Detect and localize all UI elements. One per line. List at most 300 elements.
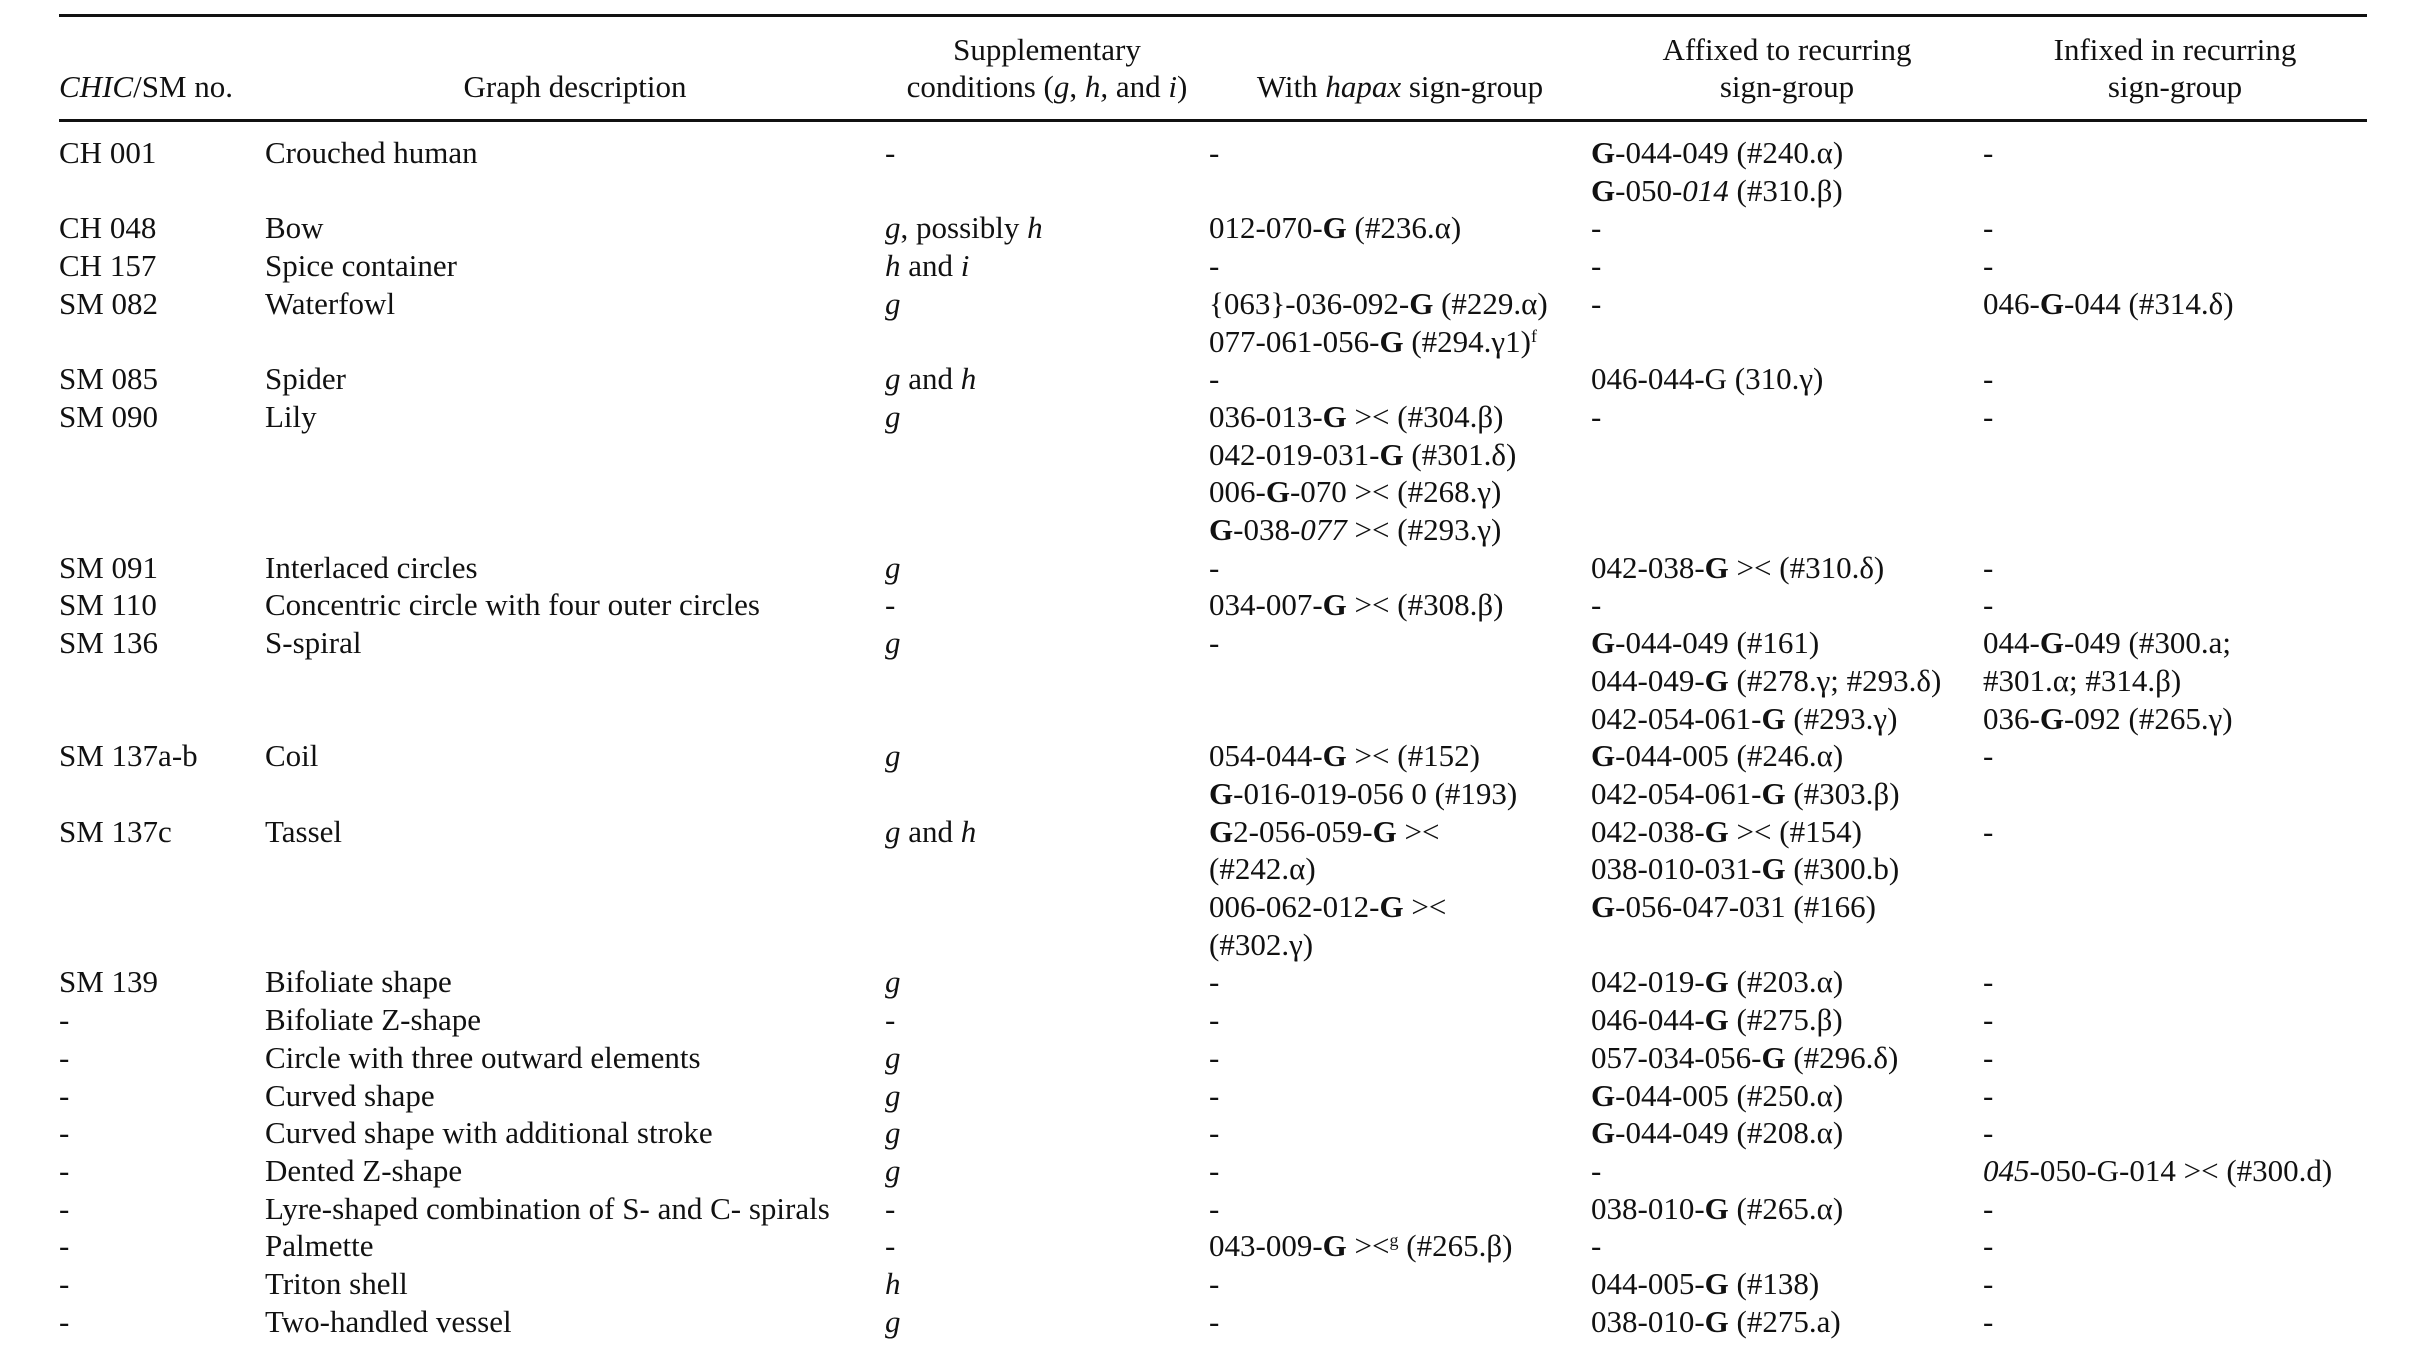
text-run: 044-049- bbox=[1591, 662, 1705, 698]
col-hapax-cell bbox=[1209, 963, 1591, 1001]
cell-line bbox=[265, 586, 885, 624]
col-conditions-cell bbox=[885, 813, 1209, 964]
cell-line bbox=[1209, 888, 1591, 926]
col-conditions-cell bbox=[885, 1001, 1209, 1039]
text-run: - bbox=[1209, 1115, 1220, 1151]
cell-line bbox=[59, 737, 265, 775]
text-run: Palmette bbox=[265, 1228, 374, 1264]
text-run: /SM no. bbox=[133, 69, 233, 104]
cell-line bbox=[1983, 1227, 2367, 1265]
cell-line bbox=[1983, 1001, 2367, 1039]
cell-line bbox=[1209, 624, 1591, 662]
text-run: , bbox=[1069, 69, 1085, 104]
text-run: - bbox=[59, 1190, 70, 1226]
cell-line bbox=[265, 1227, 885, 1265]
text-run: Affixed to recurring bbox=[1662, 32, 1912, 67]
cell-line bbox=[1209, 737, 1591, 775]
text-run: 006- bbox=[1209, 474, 1266, 510]
col-conditions-cell bbox=[885, 1190, 1209, 1228]
cell-line bbox=[265, 1114, 885, 1152]
text-run: - bbox=[1209, 1002, 1220, 1038]
col-conditions-cell bbox=[885, 1152, 1209, 1190]
text-run: (#138) bbox=[1728, 1266, 1820, 1302]
cell-line bbox=[885, 586, 1209, 624]
text-run: Triton shell bbox=[265, 1266, 408, 1302]
col-affixed-cell bbox=[1591, 209, 1983, 247]
col-conditions-cell bbox=[885, 1077, 1209, 1115]
text-run: sign-group bbox=[1401, 69, 1544, 104]
header-row bbox=[59, 16, 2367, 121]
cell-line bbox=[265, 1039, 885, 1077]
text-run: Dented Z-shape bbox=[265, 1152, 463, 1188]
text-run: - bbox=[1209, 1303, 1220, 1339]
col-affixed-cell bbox=[1591, 737, 1983, 812]
cell-line bbox=[1983, 285, 2367, 323]
cell-line bbox=[1209, 1077, 1591, 1115]
text-run: h bbox=[885, 1266, 901, 1302]
cell-line bbox=[1591, 700, 1983, 738]
text-run: Bifoliate shape bbox=[265, 964, 452, 1000]
table-row bbox=[59, 963, 2367, 1001]
text-run: -050- bbox=[1615, 172, 1683, 208]
col-hapax-cell bbox=[1209, 549, 1591, 587]
text-run: Bow bbox=[265, 210, 324, 246]
col-description-cell bbox=[265, 247, 885, 285]
bold-sign-g: G bbox=[1379, 889, 1404, 925]
col-conditions-cell bbox=[885, 398, 1209, 549]
col-infixed-cell bbox=[1983, 209, 2367, 247]
text-run: - bbox=[59, 1002, 70, 1038]
text-run: 042-019- bbox=[1591, 964, 1705, 1000]
text-run: 046-044- bbox=[1591, 1002, 1705, 1038]
table-row bbox=[59, 121, 2367, 210]
text-run: 043-009- bbox=[1209, 1228, 1323, 1264]
footnote-mark: g bbox=[1389, 1230, 1399, 1251]
col-conditions-cell bbox=[885, 1227, 1209, 1265]
text-run: >< bbox=[1396, 813, 1440, 849]
text-run: (#293.γ) bbox=[1785, 700, 1898, 736]
text-run: and bbox=[900, 248, 961, 284]
header-description bbox=[265, 16, 885, 121]
text-run: (#278.γ; #293.δ) bbox=[1728, 662, 1942, 698]
cell-line bbox=[1591, 737, 1983, 775]
col-affixed-cell bbox=[1591, 247, 1983, 285]
col-affixed-cell bbox=[1591, 813, 1983, 964]
col-infixed-cell bbox=[1983, 247, 2367, 285]
text-run: 042-054-061- bbox=[1591, 775, 1762, 811]
text-run: Interlaced circles bbox=[265, 549, 478, 585]
text-run: 046-044-G (310.γ) bbox=[1591, 361, 1824, 397]
text-run: - bbox=[59, 1039, 70, 1075]
table-row bbox=[59, 586, 2367, 624]
col-hapax-cell bbox=[1209, 1114, 1591, 1152]
text-run: Circle with three outward elements bbox=[265, 1039, 701, 1075]
cell-line bbox=[59, 247, 265, 285]
col-hapax-cell bbox=[1209, 1190, 1591, 1228]
text-run: -044-049 (#240.α) bbox=[1615, 135, 1844, 170]
col-hapax-cell bbox=[1209, 209, 1591, 247]
header-affixed bbox=[1591, 16, 1983, 121]
text-run: #301.α; #314.β) bbox=[1983, 662, 2182, 698]
cell-line bbox=[265, 398, 885, 436]
cell-line bbox=[885, 31, 1209, 68]
cell-line bbox=[265, 209, 885, 247]
cell-line bbox=[59, 624, 265, 662]
col-hapax-cell bbox=[1209, 1227, 1591, 1265]
cell-line bbox=[1983, 1152, 2367, 1190]
cell-line bbox=[1983, 586, 2367, 624]
text-run: i bbox=[1168, 69, 1178, 104]
cell-line bbox=[1591, 68, 1983, 105]
bold-sign-g: G bbox=[1591, 135, 1616, 170]
cell-line bbox=[1591, 1190, 1983, 1228]
text-run: - bbox=[1983, 964, 1994, 1000]
col-affixed-cell bbox=[1591, 549, 1983, 587]
cell-line bbox=[885, 285, 1209, 323]
bold-sign-g: G bbox=[1209, 512, 1234, 548]
text-run: g bbox=[885, 1152, 901, 1188]
header-hapax bbox=[1209, 16, 1591, 121]
cell-line bbox=[59, 134, 265, 172]
col-id-cell bbox=[59, 209, 265, 247]
text-run: g bbox=[885, 361, 901, 397]
bold-sign-g: G bbox=[1704, 964, 1729, 1000]
text-run: - bbox=[1983, 1002, 1994, 1038]
text-run: - bbox=[1591, 1228, 1602, 1264]
cell-line bbox=[1983, 360, 2367, 398]
cell-line bbox=[1591, 586, 1983, 624]
text-run: - bbox=[885, 1228, 896, 1264]
text-run: g bbox=[885, 1039, 901, 1075]
text-run: - bbox=[59, 1077, 70, 1113]
cell-line bbox=[59, 1077, 265, 1115]
text-run: - bbox=[1983, 587, 1994, 623]
cell-line bbox=[1209, 209, 1591, 247]
text-run: (#303.β) bbox=[1785, 775, 1900, 811]
cell-line bbox=[1983, 1077, 2367, 1115]
text-run: h bbox=[960, 361, 977, 397]
text-run: SM 090 bbox=[59, 398, 159, 434]
col-hapax-cell bbox=[1209, 1077, 1591, 1115]
text-run: Waterfowl bbox=[265, 285, 396, 321]
col-hapax-cell bbox=[1209, 1303, 1591, 1341]
col-infixed-cell bbox=[1983, 549, 2367, 587]
cell-line bbox=[59, 1039, 265, 1077]
text-run: 038-010-031- bbox=[1591, 851, 1762, 887]
text-run: g bbox=[885, 964, 901, 1000]
table-row bbox=[59, 1114, 2367, 1152]
cell-line bbox=[1591, 1303, 1983, 1341]
cell-line bbox=[1983, 1303, 2367, 1341]
text-run: - bbox=[885, 1190, 896, 1226]
text-run: - bbox=[1591, 587, 1602, 623]
cell-line bbox=[885, 1001, 1209, 1039]
bold-sign-g: G bbox=[1704, 1303, 1729, 1339]
col-infixed-cell bbox=[1983, 586, 2367, 624]
text-run: 012-070- bbox=[1209, 210, 1323, 246]
text-run: sign-group bbox=[1719, 69, 1855, 104]
col-id-cell bbox=[59, 1227, 265, 1265]
text-run: (#275.a) bbox=[1728, 1303, 1841, 1339]
bold-sign-g: G bbox=[2039, 700, 2064, 736]
cell-line bbox=[265, 549, 885, 587]
col-description-cell bbox=[265, 963, 885, 1001]
text-run: Tassel bbox=[265, 813, 343, 849]
text-run: -044-005 (#250.α) bbox=[1615, 1077, 1844, 1113]
text-run: - bbox=[1983, 248, 1994, 284]
text-run: Curved shape with additional stroke bbox=[265, 1115, 713, 1151]
header-conditions bbox=[885, 16, 1209, 121]
cell-line bbox=[1209, 1265, 1591, 1303]
col-description-cell bbox=[265, 209, 885, 247]
cell-line bbox=[1591, 624, 1983, 662]
table-row bbox=[59, 1039, 2367, 1077]
col-hapax-cell bbox=[1209, 1001, 1591, 1039]
text-run: - bbox=[1209, 361, 1220, 397]
text-run: Curved shape bbox=[265, 1077, 435, 1113]
text-run: - bbox=[1983, 1228, 1994, 1264]
text-run: sign-group bbox=[2107, 69, 2243, 104]
text-run: - bbox=[1983, 1077, 1994, 1113]
cell-line bbox=[1209, 1152, 1591, 1190]
cell-line bbox=[885, 813, 1209, 851]
col-conditions-cell bbox=[885, 963, 1209, 1001]
col-infixed-cell bbox=[1983, 1001, 2367, 1039]
text-run: -044-005 (#246.α) bbox=[1615, 738, 1844, 774]
text-run: >< (#310.δ) bbox=[1728, 549, 1885, 585]
cell-line bbox=[59, 1265, 265, 1303]
cell-line bbox=[885, 1190, 1209, 1228]
cell-line bbox=[59, 549, 265, 587]
cell-line bbox=[885, 737, 1209, 775]
cell-line bbox=[1591, 963, 1983, 1001]
col-description-cell bbox=[265, 1227, 885, 1265]
text-run: -056-047-031 (#166) bbox=[1615, 889, 1876, 925]
table-row bbox=[59, 1077, 2367, 1115]
col-id-cell bbox=[59, 360, 265, 398]
text-run: g bbox=[885, 210, 901, 246]
text-run: SM 091 bbox=[59, 549, 159, 585]
text-run: -044-049 (#161) bbox=[1615, 625, 1820, 661]
col-conditions-cell bbox=[885, 1039, 1209, 1077]
text-run: 038-010- bbox=[1591, 1190, 1705, 1226]
cell-line bbox=[1209, 473, 1591, 511]
cell-line bbox=[1209, 1001, 1591, 1039]
col-id-cell bbox=[59, 586, 265, 624]
text-run: - bbox=[1209, 625, 1220, 661]
col-id-cell bbox=[59, 1001, 265, 1039]
col-conditions-cell bbox=[885, 285, 1209, 360]
text-run: 046- bbox=[1983, 285, 2040, 321]
text-run: -070 >< (#268.γ) bbox=[1289, 474, 1502, 510]
text-run: (#301.δ) bbox=[1403, 436, 1517, 472]
cell-line bbox=[885, 1303, 1209, 1341]
text-run: (#236.α) bbox=[1346, 210, 1462, 246]
text-run: SM 085 bbox=[59, 361, 159, 397]
cell-line bbox=[1591, 662, 1983, 700]
cell-line bbox=[1209, 813, 1591, 851]
col-conditions-cell bbox=[885, 121, 1209, 210]
text-run: - bbox=[59, 1228, 70, 1264]
cell-line bbox=[265, 1152, 885, 1190]
cell-line bbox=[59, 1001, 265, 1039]
text-run: CHIC bbox=[59, 69, 134, 104]
cell-line bbox=[885, 209, 1209, 247]
cell-line bbox=[1209, 549, 1591, 587]
text-run: and bbox=[1108, 69, 1169, 104]
text-run: hapax bbox=[1325, 69, 1402, 104]
text-run: (#229.α) bbox=[1433, 285, 1548, 321]
cell-line bbox=[1209, 586, 1591, 624]
table-row bbox=[59, 624, 2367, 737]
text-run: - bbox=[885, 135, 896, 170]
cell-line bbox=[885, 963, 1209, 1001]
text-run: - bbox=[59, 1115, 70, 1151]
col-conditions-cell bbox=[885, 586, 1209, 624]
text-run: (#296.δ) bbox=[1785, 1039, 1899, 1075]
text-run: -049 (#300.a; bbox=[2063, 625, 2231, 661]
cell-line bbox=[265, 285, 885, 323]
text-run: >< (#308.β) bbox=[1346, 587, 1504, 623]
col-conditions-cell bbox=[885, 209, 1209, 247]
cell-line bbox=[885, 1152, 1209, 1190]
bold-sign-g: G bbox=[2039, 285, 2064, 321]
col-affixed-cell bbox=[1591, 963, 1983, 1001]
cell-line bbox=[1209, 323, 1591, 361]
text-run: Lily bbox=[265, 398, 317, 434]
cell-line bbox=[1591, 247, 1983, 285]
text-run: 077-061-056- bbox=[1209, 323, 1380, 359]
cell-line bbox=[1591, 360, 1983, 398]
col-infixed-cell bbox=[1983, 963, 2367, 1001]
col-affixed-cell bbox=[1591, 1265, 1983, 1303]
col-infixed-cell bbox=[1983, 285, 2367, 360]
text-run: - bbox=[1983, 738, 1994, 774]
bold-sign-g: G bbox=[1591, 889, 1616, 925]
text-run: - bbox=[1209, 135, 1220, 170]
col-id-cell bbox=[59, 285, 265, 360]
cell-line bbox=[1983, 1039, 2367, 1077]
table-row bbox=[59, 549, 2367, 587]
cell-line bbox=[265, 134, 885, 172]
col-description-cell bbox=[265, 398, 885, 549]
cell-line bbox=[265, 624, 885, 662]
cell-line bbox=[265, 247, 885, 285]
bold-sign-g: G bbox=[1322, 398, 1347, 434]
cell-line bbox=[1591, 209, 1983, 247]
text-run: {063}-036-092- bbox=[1209, 285, 1410, 321]
cell-line bbox=[1591, 850, 1983, 888]
bold-sign-g: G bbox=[1761, 851, 1786, 887]
text-run: g bbox=[885, 738, 901, 774]
text-run: - bbox=[1983, 1115, 1994, 1151]
col-id-cell bbox=[59, 1303, 265, 1341]
bold-sign-g: G bbox=[1591, 1115, 1616, 1151]
cell-line bbox=[1209, 926, 1591, 964]
text-run: CH 157 bbox=[59, 248, 157, 284]
table-row bbox=[59, 1227, 2367, 1265]
text-run: 2-056-059- bbox=[1233, 813, 1373, 849]
col-id-cell bbox=[59, 1039, 265, 1077]
bold-sign-g: G bbox=[1322, 1228, 1347, 1264]
bold-sign-g: G bbox=[1761, 700, 1786, 736]
bold-sign-g: G bbox=[1265, 474, 1290, 510]
bold-sign-g: G bbox=[1372, 813, 1397, 849]
col-hapax-cell bbox=[1209, 360, 1591, 398]
col-description-cell bbox=[265, 1114, 885, 1152]
col-hapax-cell bbox=[1209, 398, 1591, 549]
table-row bbox=[59, 813, 2367, 964]
text-run: 042-019-031- bbox=[1209, 436, 1380, 472]
text-run: With bbox=[1256, 69, 1326, 104]
text-run: - bbox=[885, 1002, 896, 1038]
text-run: 038-010- bbox=[1591, 1303, 1705, 1339]
cell-line bbox=[1209, 134, 1591, 172]
cell-line bbox=[1209, 1190, 1591, 1228]
col-conditions-cell bbox=[885, 360, 1209, 398]
col-infixed-cell bbox=[1983, 398, 2367, 549]
bold-sign-g: G bbox=[1761, 775, 1786, 811]
cell-line bbox=[885, 1039, 1209, 1077]
table-row bbox=[59, 1152, 2367, 1190]
text-run: - bbox=[1209, 1077, 1220, 1113]
table-row bbox=[59, 247, 2367, 285]
text-run: >< (#304.β) bbox=[1346, 398, 1504, 434]
text-run: >< bbox=[1346, 1228, 1390, 1264]
bold-sign-g: G bbox=[1209, 813, 1234, 849]
cell-line bbox=[265, 1001, 885, 1039]
cell-line bbox=[1983, 134, 2367, 172]
cell-line bbox=[265, 737, 885, 775]
col-conditions-cell bbox=[885, 1303, 1209, 1341]
text-run: S-spiral bbox=[265, 625, 362, 661]
col-id-cell bbox=[59, 963, 265, 1001]
text-run: - bbox=[59, 1152, 70, 1188]
table-body bbox=[59, 121, 2367, 1341]
text-run: SM 139 bbox=[59, 964, 159, 1000]
text-run: (#310.β) bbox=[1728, 172, 1843, 208]
bold-sign-g: G bbox=[1409, 285, 1434, 321]
text-run: - bbox=[1591, 210, 1602, 246]
cell-line bbox=[1209, 775, 1591, 813]
text-run: g bbox=[885, 549, 901, 585]
cell-line bbox=[1983, 624, 2367, 662]
cell-line bbox=[265, 1265, 885, 1303]
text-run: 036- bbox=[1983, 700, 2040, 736]
bold-sign-g: G bbox=[1379, 323, 1404, 359]
col-conditions-cell bbox=[885, 549, 1209, 587]
text-run: 036-013- bbox=[1209, 398, 1323, 434]
col-infixed-cell bbox=[1983, 1152, 2367, 1190]
text-run: - bbox=[1591, 1152, 1602, 1188]
cell-line bbox=[885, 247, 1209, 285]
col-id-cell bbox=[59, 1152, 265, 1190]
col-infixed-cell bbox=[1983, 1114, 2367, 1152]
cell-line bbox=[1209, 247, 1591, 285]
col-description-cell bbox=[265, 737, 885, 812]
col-description-cell bbox=[265, 1303, 885, 1341]
cell-line bbox=[885, 134, 1209, 172]
col-infixed-cell bbox=[1983, 1303, 2367, 1341]
text-run: g bbox=[885, 1115, 901, 1151]
text-run: (#242.α) bbox=[1209, 851, 1316, 887]
text-run: (#302.γ) bbox=[1209, 926, 1314, 962]
cell-line bbox=[265, 813, 885, 851]
text-run: 006-062-012- bbox=[1209, 889, 1380, 925]
cell-line bbox=[1591, 775, 1983, 813]
text-run: 044- bbox=[1983, 625, 2040, 661]
cell-line bbox=[1209, 1114, 1591, 1152]
